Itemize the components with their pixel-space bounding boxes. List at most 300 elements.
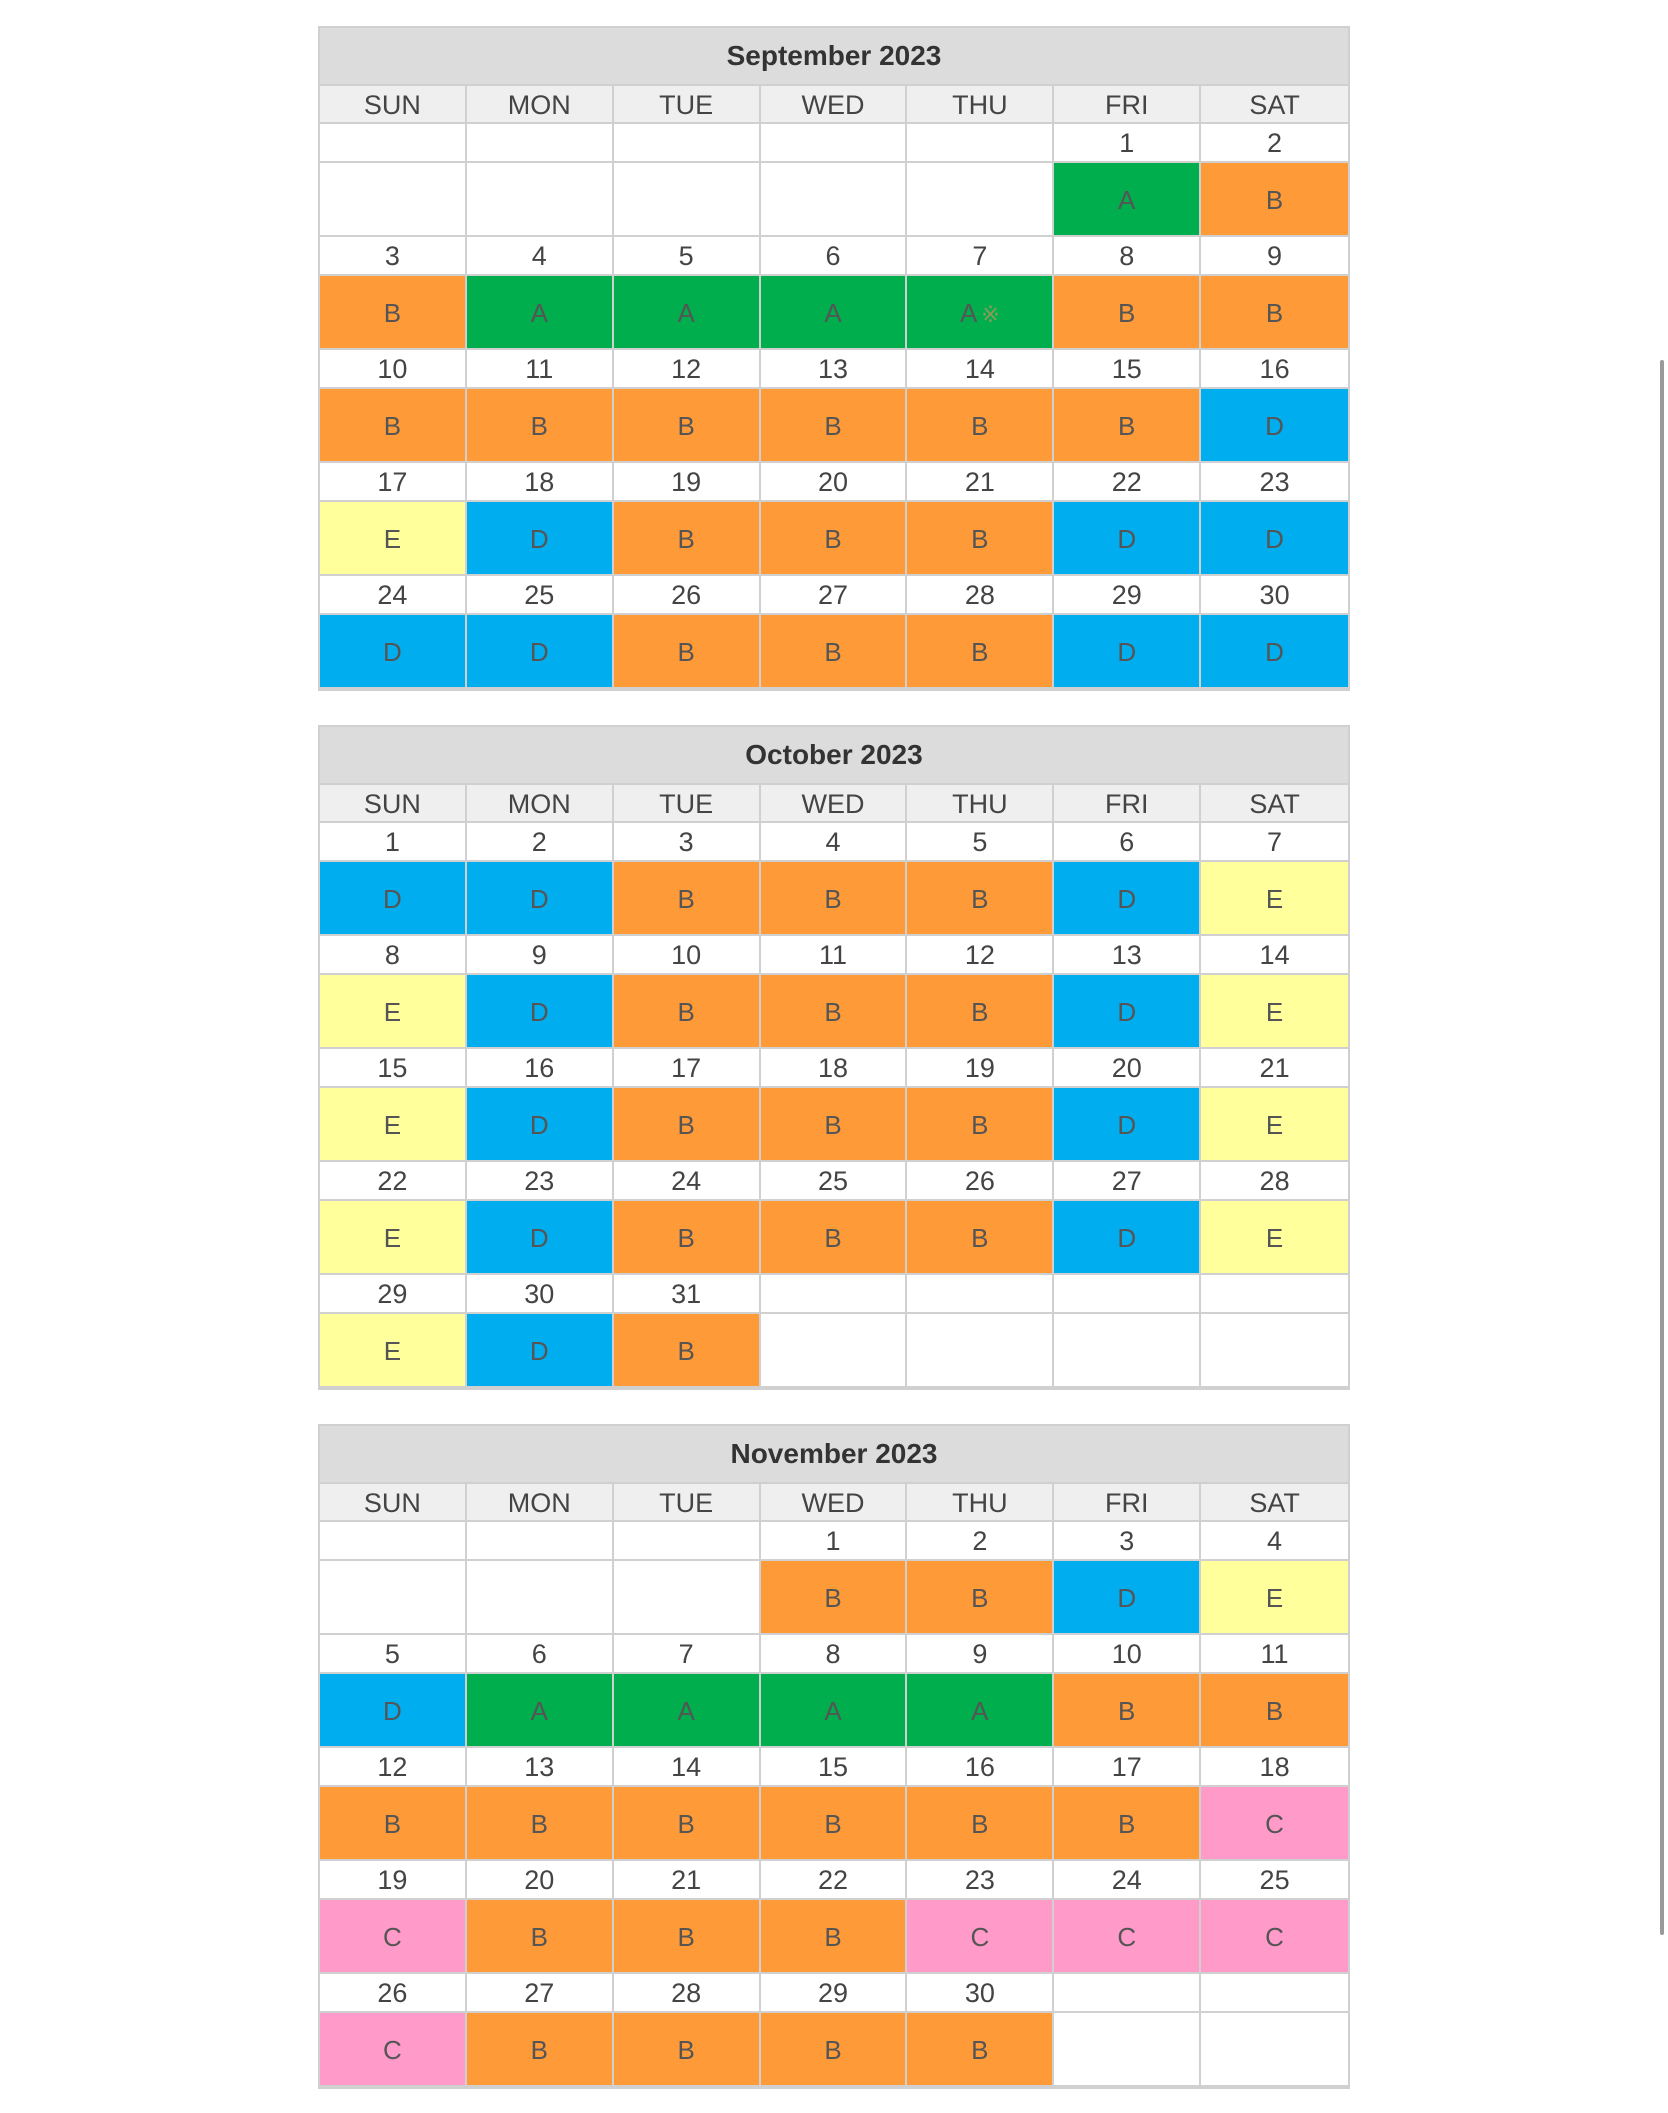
- day-number: 13: [467, 1748, 614, 1787]
- shift-code-cell[interactable]: [320, 2013, 467, 2087]
- month-grid: [320, 785, 1348, 1388]
- shift-code-label: D: [383, 1696, 402, 1726]
- day-number: 18: [467, 463, 614, 502]
- shift-code-cell[interactable]: [761, 389, 908, 463]
- shift-code-cell[interactable]: [907, 1561, 1054, 1635]
- shift-code-cell[interactable]: [1201, 615, 1348, 689]
- shift-code-label: B: [677, 637, 695, 667]
- weekday-header: SAT: [1201, 86, 1348, 124]
- shift-code-cell[interactable]: [467, 389, 614, 463]
- month-title: October 2023: [320, 727, 1348, 785]
- day-number: 5: [320, 1635, 467, 1674]
- shift-code-label: E: [1265, 997, 1284, 1027]
- shift-code-cell[interactable]: [907, 862, 1054, 936]
- shift-code-cell[interactable]: [1201, 1561, 1348, 1635]
- shift-code-label: B: [677, 411, 695, 441]
- day-number: 10: [320, 350, 467, 389]
- day-number: 14: [1201, 936, 1348, 975]
- day-number: [320, 124, 467, 163]
- day-number: 2: [467, 823, 614, 862]
- weekday-header: WED: [761, 86, 908, 124]
- shift-code-cell[interactable]: [614, 1674, 761, 1748]
- month-calendar: [318, 1424, 1350, 2089]
- day-number: 6: [761, 237, 908, 276]
- shift-code-label: B: [824, 1223, 842, 1253]
- shift-code-cell[interactable]: [1054, 502, 1201, 576]
- shift-code-cell[interactable]: [907, 1787, 1054, 1861]
- empty-cell: [614, 1561, 761, 1635]
- shift-code-cell[interactable]: [467, 1088, 614, 1162]
- day-number: 15: [761, 1748, 908, 1787]
- day-number: 17: [614, 1049, 761, 1088]
- shift-code-label: C: [1265, 1809, 1284, 1839]
- shift-code-label: D: [1117, 637, 1137, 667]
- day-number: 8: [761, 1635, 908, 1674]
- day-number: 21: [1201, 1049, 1348, 1088]
- shift-code-cell[interactable]: [1201, 1674, 1348, 1748]
- day-number: [1201, 1974, 1348, 2013]
- empty-cell: [614, 163, 761, 237]
- month-grid: [320, 86, 1348, 689]
- shift-code-label: D: [529, 524, 549, 554]
- shift-code-label: B: [677, 524, 695, 554]
- shift-code-label: D: [1117, 1583, 1137, 1613]
- shift-code-label: A: [824, 298, 842, 328]
- shift-code-cell[interactable]: [761, 1088, 908, 1162]
- day-number: 6: [467, 1635, 614, 1674]
- day-number: 24: [1054, 1861, 1201, 1900]
- day-number: 5: [907, 823, 1054, 862]
- empty-cell: [1201, 1314, 1348, 1388]
- day-number: 4: [467, 237, 614, 276]
- shift-code-cell[interactable]: [1201, 1201, 1348, 1275]
- shift-code-label: E: [383, 1110, 402, 1140]
- day-number: 15: [1054, 350, 1201, 389]
- shift-code-label: B: [824, 1110, 842, 1140]
- shift-code-cell[interactable]: [761, 1900, 908, 1974]
- empty-cell: [320, 163, 467, 237]
- shift-code-cell[interactable]: [761, 862, 908, 936]
- month-calendar: [318, 26, 1350, 691]
- shift-code-label: B: [677, 1336, 695, 1366]
- day-number: 11: [1201, 1635, 1348, 1674]
- shift-code-label: C: [383, 1922, 402, 1952]
- shift-code-cell[interactable]: [761, 276, 908, 350]
- month-title: September 2023: [320, 28, 1348, 86]
- day-number: [614, 124, 761, 163]
- shift-code-cell[interactable]: [907, 2013, 1054, 2087]
- shift-code-cell[interactable]: [320, 1088, 467, 1162]
- shift-code-cell[interactable]: [1201, 1900, 1348, 1974]
- shift-code-label: D: [529, 1110, 549, 1140]
- shift-code-label: B: [383, 298, 402, 328]
- shift-code-label: B: [677, 1809, 695, 1839]
- shift-code-label: C: [383, 2035, 402, 2065]
- day-number: 2: [907, 1522, 1054, 1561]
- shift-code-label: B: [383, 1809, 402, 1839]
- shift-code-cell[interactable]: [467, 862, 614, 936]
- shift-code-label: D: [1265, 637, 1284, 667]
- shift-code-label: B: [971, 411, 989, 441]
- shift-code-cell[interactable]: [320, 1787, 467, 1861]
- day-number: 1: [761, 1522, 908, 1561]
- shift-code-cell[interactable]: [467, 1201, 614, 1275]
- shift-code-cell[interactable]: [614, 276, 761, 350]
- day-number: 12: [907, 936, 1054, 975]
- day-number: 3: [614, 823, 761, 862]
- shift-code-label: D: [1117, 884, 1137, 914]
- shift-code-label: D: [1265, 411, 1284, 441]
- day-number: 23: [1201, 463, 1348, 502]
- shift-code-cell[interactable]: [614, 1314, 761, 1388]
- shift-code-cell[interactable]: [761, 1561, 908, 1635]
- day-number: 20: [761, 463, 908, 502]
- shift-code-label: A: [530, 298, 548, 328]
- day-number: 15: [320, 1049, 467, 1088]
- shift-code-label: A: [824, 1696, 842, 1726]
- shift-code-cell[interactable]: [320, 389, 467, 463]
- shift-code-label: E: [1265, 1223, 1284, 1253]
- shift-code-cell[interactable]: [1054, 276, 1201, 350]
- shift-code-cell[interactable]: [614, 2013, 761, 2087]
- day-number: 3: [320, 237, 467, 276]
- weekday-header: FRI: [1054, 1484, 1201, 1522]
- day-number: 9: [467, 936, 614, 975]
- shift-code-cell[interactable]: [1054, 1900, 1201, 1974]
- shift-code-cell[interactable]: [1054, 1674, 1201, 1748]
- shift-code-label: B: [1118, 1809, 1136, 1839]
- shift-code-cell[interactable]: [1201, 163, 1348, 237]
- day-number: 11: [467, 350, 614, 389]
- shift-code-label: D: [1117, 1223, 1137, 1253]
- day-number: 13: [1054, 936, 1201, 975]
- shift-code-cell[interactable]: [1201, 1088, 1348, 1162]
- shift-code-cell[interactable]: [761, 502, 908, 576]
- day-number: [320, 1522, 467, 1561]
- day-number: 18: [761, 1049, 908, 1088]
- shift-code-cell[interactable]: [614, 1201, 761, 1275]
- shift-code-cell[interactable]: [614, 1900, 761, 1974]
- day-number: 10: [1054, 1635, 1201, 1674]
- shift-code-cell[interactable]: [320, 1674, 467, 1748]
- day-number: [1054, 1275, 1201, 1314]
- day-number: 8: [1054, 237, 1201, 276]
- day-number: 5: [614, 237, 761, 276]
- shift-code-label: B: [971, 1223, 989, 1253]
- day-number: 23: [907, 1861, 1054, 1900]
- shift-code-cell[interactable]: [1201, 975, 1348, 1049]
- day-number: 26: [614, 576, 761, 615]
- shift-code-cell[interactable]: [614, 502, 761, 576]
- shift-code-cell[interactable]: [614, 615, 761, 689]
- shift-code-cell[interactable]: [614, 1787, 761, 1861]
- shift-code-label: A: [1118, 185, 1136, 215]
- shift-code-label: D: [1117, 997, 1137, 1027]
- day-number: 19: [614, 463, 761, 502]
- shift-code-cell[interactable]: [1201, 1787, 1348, 1861]
- empty-cell: [1054, 1314, 1201, 1388]
- weekday-header: MON: [467, 1484, 614, 1522]
- empty-cell: [761, 163, 908, 237]
- weekday-header: FRI: [1054, 86, 1201, 124]
- shift-code-cell[interactable]: [1201, 862, 1348, 936]
- day-number: 7: [907, 237, 1054, 276]
- shift-code-cell[interactable]: [1054, 1787, 1201, 1861]
- shift-code-cell[interactable]: [907, 1900, 1054, 1974]
- day-number: 6: [1054, 823, 1201, 862]
- shift-code-cell[interactable]: [1054, 389, 1201, 463]
- day-number: 21: [614, 1861, 761, 1900]
- shift-code-label: A: [959, 298, 978, 328]
- shift-code-cell[interactable]: [320, 1900, 467, 1974]
- day-number: 7: [614, 1635, 761, 1674]
- shift-code-cell[interactable]: [1201, 502, 1348, 576]
- shift-code-label: B: [824, 1809, 842, 1839]
- day-number: 17: [320, 463, 467, 502]
- shift-code-cell[interactable]: [907, 1201, 1054, 1275]
- shift-code-label: B: [824, 637, 842, 667]
- shift-code-cell[interactable]: [467, 276, 614, 350]
- shift-code-label: D: [529, 1223, 549, 1253]
- note-mark-icon: ※: [981, 302, 1000, 327]
- shift-code-label: B: [677, 2035, 695, 2065]
- shift-code-label: B: [677, 1223, 695, 1253]
- day-number: 1: [320, 823, 467, 862]
- shift-code-cell[interactable]: [467, 502, 614, 576]
- empty-cell: [467, 1561, 614, 1635]
- shift-code-label: C: [970, 1922, 990, 1952]
- day-number: 25: [467, 576, 614, 615]
- weekday-header: THU: [907, 1484, 1054, 1522]
- shift-code-cell[interactable]: [320, 615, 467, 689]
- shift-code-label: A: [971, 1696, 989, 1726]
- shift-code-label: A: [530, 1696, 548, 1726]
- shift-code-cell[interactable]: [1054, 163, 1201, 237]
- shift-code-cell[interactable]: [907, 975, 1054, 1049]
- shift-code-label: B: [824, 1583, 842, 1613]
- shift-code-label: D: [1117, 1110, 1137, 1140]
- shift-code-cell[interactable]: [614, 389, 761, 463]
- weekday-header: MON: [467, 86, 614, 124]
- shift-code-cell[interactable]: [467, 1900, 614, 1974]
- day-number: 23: [467, 1162, 614, 1201]
- shift-code-label: A: [677, 1696, 695, 1726]
- day-number: 22: [761, 1861, 908, 1900]
- shift-code-cell[interactable]: [761, 1201, 908, 1275]
- shift-code-cell[interactable]: [1054, 975, 1201, 1049]
- shift-code-label: B: [824, 524, 842, 554]
- day-number: 22: [1054, 463, 1201, 502]
- day-number: 28: [614, 1974, 761, 2013]
- day-number: 27: [467, 1974, 614, 2013]
- shift-code-cell[interactable]: [907, 276, 1054, 350]
- shift-code-cell[interactable]: [1054, 1088, 1201, 1162]
- vertical-scrollbar[interactable]: [1660, 360, 1664, 1935]
- shift-code-cell[interactable]: [1201, 276, 1348, 350]
- shift-code-label: B: [1118, 298, 1136, 328]
- shift-code-cell[interactable]: [907, 502, 1054, 576]
- shift-code-label: E: [383, 997, 402, 1027]
- weekday-header: SUN: [320, 1484, 467, 1522]
- day-number: 4: [761, 823, 908, 862]
- day-number: 27: [761, 576, 908, 615]
- weekday-header: FRI: [1054, 785, 1201, 823]
- shift-code-label: D: [1265, 524, 1284, 554]
- day-number: 9: [1201, 237, 1348, 276]
- shift-code-cell[interactable]: [614, 1088, 761, 1162]
- shift-code-cell[interactable]: [907, 1088, 1054, 1162]
- shift-code-label: B: [824, 997, 842, 1027]
- day-number: 17: [1054, 1748, 1201, 1787]
- day-number: 18: [1201, 1748, 1348, 1787]
- shift-code-cell[interactable]: [1054, 615, 1201, 689]
- shift-code-label: B: [677, 1110, 695, 1140]
- shift-code-label: B: [824, 2035, 842, 2065]
- day-number: 30: [1201, 576, 1348, 615]
- shift-code-label: B: [971, 524, 989, 554]
- day-number: [761, 124, 908, 163]
- shift-code-cell[interactable]: [1201, 389, 1348, 463]
- day-number: 30: [907, 1974, 1054, 2013]
- day-number: 19: [907, 1049, 1054, 1088]
- shift-code-cell[interactable]: [1054, 1201, 1201, 1275]
- shift-code-label: B: [530, 1922, 548, 1952]
- shift-code-cell[interactable]: [761, 975, 908, 1049]
- weekday-header: TUE: [614, 86, 761, 124]
- weekday-header: TUE: [614, 785, 761, 823]
- shift-code-cell[interactable]: [320, 1201, 467, 1275]
- shift-code-label: D: [529, 637, 549, 667]
- shift-code-cell[interactable]: [467, 1314, 614, 1388]
- shift-code-cell[interactable]: [320, 975, 467, 1049]
- empty-cell: [320, 1561, 467, 1635]
- shift-code-cell[interactable]: [467, 615, 614, 689]
- shift-code-label: E: [383, 524, 402, 554]
- shift-code-label: D: [529, 884, 549, 914]
- shift-code-label: B: [530, 1809, 548, 1839]
- shift-code-cell[interactable]: [320, 276, 467, 350]
- day-number: [467, 1522, 614, 1561]
- shift-code-label: D: [383, 884, 402, 914]
- shift-code-label: B: [677, 1922, 695, 1952]
- shift-code-cell[interactable]: [320, 1314, 467, 1388]
- shift-code-cell[interactable]: [1054, 1561, 1201, 1635]
- day-number: 7: [1201, 823, 1348, 862]
- shift-code-label: B: [530, 2035, 548, 2065]
- day-number: 29: [1054, 576, 1201, 615]
- day-number: 26: [320, 1974, 467, 2013]
- shift-code-label: B: [971, 2035, 989, 2065]
- weekday-header: SUN: [320, 86, 467, 124]
- day-number: [1054, 1974, 1201, 2013]
- shift-code-label: B: [677, 884, 695, 914]
- shift-code-label: B: [824, 884, 842, 914]
- day-number: [614, 1522, 761, 1561]
- shift-code-label: C: [1117, 1922, 1137, 1952]
- shift-code-label: B: [383, 411, 402, 441]
- day-number: 27: [1054, 1162, 1201, 1201]
- day-number: 25: [1201, 1861, 1348, 1900]
- day-number: 28: [907, 576, 1054, 615]
- day-number: 1: [1054, 124, 1201, 163]
- day-number: 11: [761, 936, 908, 975]
- empty-cell: [1054, 2013, 1201, 2087]
- empty-cell: [761, 1314, 908, 1388]
- day-number: 10: [614, 936, 761, 975]
- weekday-header: TUE: [614, 1484, 761, 1522]
- shift-code-cell[interactable]: [467, 1674, 614, 1748]
- shift-code-label: B: [530, 411, 548, 441]
- day-number: 22: [320, 1162, 467, 1201]
- day-number: 16: [907, 1748, 1054, 1787]
- day-number: 8: [320, 936, 467, 975]
- shift-code-cell[interactable]: [467, 975, 614, 1049]
- shift-code-label: B: [971, 884, 989, 914]
- shift-code-label: B: [971, 997, 989, 1027]
- day-number: 20: [467, 1861, 614, 1900]
- shift-code-label: D: [1117, 524, 1137, 554]
- shift-code-label: E: [1265, 1583, 1284, 1613]
- day-number: 28: [1201, 1162, 1348, 1201]
- shift-code-cell[interactable]: [907, 615, 1054, 689]
- day-number: 24: [320, 576, 467, 615]
- weekday-header: THU: [907, 86, 1054, 124]
- day-number: 26: [907, 1162, 1054, 1201]
- shift-code-cell[interactable]: [614, 862, 761, 936]
- day-number: 29: [320, 1275, 467, 1314]
- shift-code-label: B: [677, 997, 695, 1027]
- weekday-header: SAT: [1201, 1484, 1348, 1522]
- shift-code-label: B: [971, 637, 989, 667]
- weekday-header: SUN: [320, 785, 467, 823]
- shift-code-label: E: [1265, 884, 1284, 914]
- day-number: 12: [614, 350, 761, 389]
- shift-code-label: B: [824, 411, 842, 441]
- shift-code-cell[interactable]: [320, 502, 467, 576]
- shift-code-cell[interactable]: [1054, 862, 1201, 936]
- shift-code-cell[interactable]: [761, 1674, 908, 1748]
- day-number: 19: [320, 1861, 467, 1900]
- shift-code-label: E: [383, 1223, 402, 1253]
- empty-cell: [467, 163, 614, 237]
- shift-code-label: B: [1265, 298, 1284, 328]
- shift-code-label: E: [383, 1336, 402, 1366]
- shift-code-cell[interactable]: [907, 389, 1054, 463]
- shift-code-cell[interactable]: [320, 862, 467, 936]
- shift-code-cell[interactable]: [614, 975, 761, 1049]
- shift-code-cell[interactable]: [907, 1674, 1054, 1748]
- shift-code-cell[interactable]: [467, 1787, 614, 1861]
- shift-code-label: B: [971, 1583, 989, 1613]
- day-number: 16: [1201, 350, 1348, 389]
- shift-code-cell[interactable]: [761, 1787, 908, 1861]
- day-number: 2: [1201, 124, 1348, 163]
- shift-code-label: B: [971, 1809, 989, 1839]
- shift-code-cell[interactable]: [761, 2013, 908, 2087]
- shift-code-label: B: [824, 1922, 842, 1952]
- shift-code-cell[interactable]: [761, 615, 908, 689]
- day-number: 30: [467, 1275, 614, 1314]
- day-number: 3: [1054, 1522, 1201, 1561]
- shift-code-cell[interactable]: [467, 2013, 614, 2087]
- shift-code-label: A: [677, 298, 695, 328]
- day-number: [1201, 1275, 1348, 1314]
- weekday-header: WED: [761, 1484, 908, 1522]
- day-number: 25: [761, 1162, 908, 1201]
- shift-code-label: D: [529, 997, 549, 1027]
- day-number: 16: [467, 1049, 614, 1088]
- day-number: 21: [907, 463, 1054, 502]
